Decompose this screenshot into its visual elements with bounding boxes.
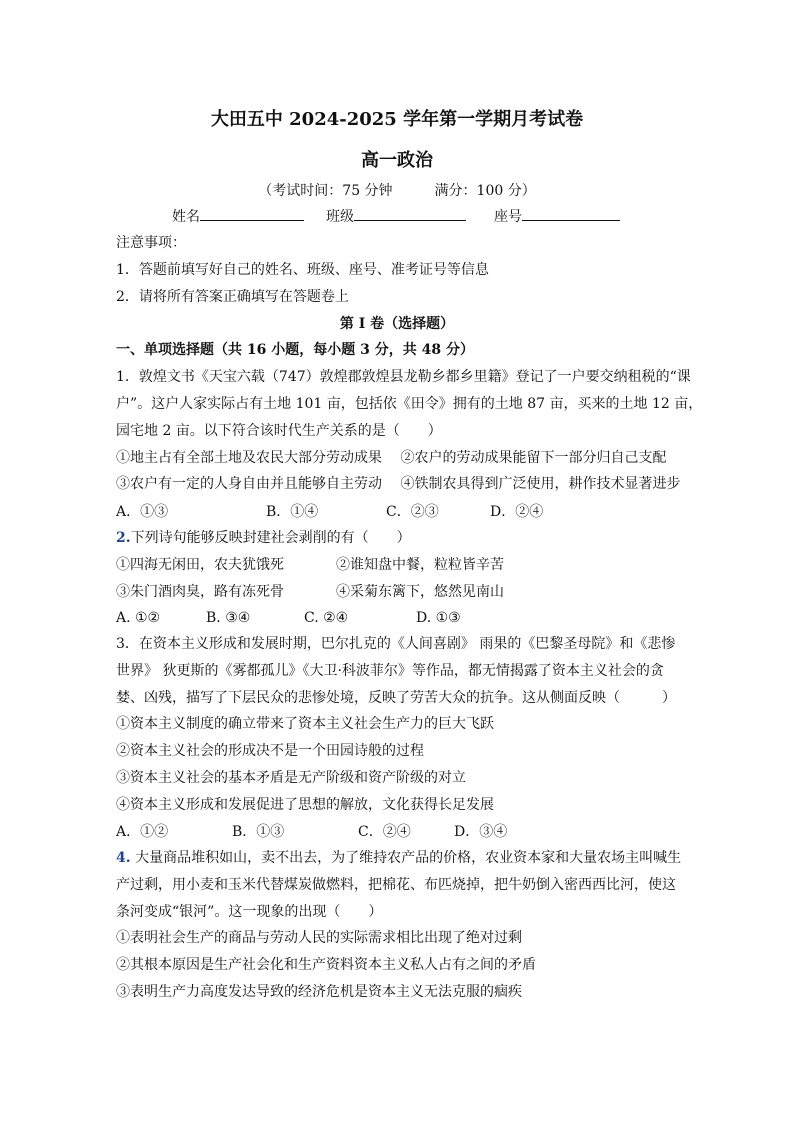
name-field bbox=[172, 206, 304, 226]
q1-statement: ①地主占有全部土地及农民大部分劳动成果 ②农户的劳动成果能留下一部分归自己支配 bbox=[116, 450, 667, 466]
q3-option-b[interactable]: B．①③ bbox=[232, 824, 285, 840]
notes-item: 2．请将所有答案正确填写在答题卷上 bbox=[116, 289, 349, 305]
q4-stem-line: 产过剩，用小麦和玉米代替煤炭做燃料，把棉花、布匹烧掉，把牛奶倒入密西西比河，使这 bbox=[116, 877, 676, 893]
q4-statement: ③表明生产力高度发达导致的经济危机是资本主义无法克服的痼疾 bbox=[116, 984, 522, 1000]
q4-stem-line: 条河变成“银河”。这一现象的出现（ ） bbox=[116, 904, 383, 920]
q2-stem-text: 下列诗句能够反映封建社会剥削的有（ ） bbox=[130, 530, 411, 546]
q1-option-d[interactable]: D．②④ bbox=[490, 504, 544, 520]
q3-option-c[interactable]: C．②④ bbox=[358, 824, 411, 840]
q3-stem-line: 世界》 狄更斯的《雾都孤儿》《大卫·科波菲尔》等作品，都无情揭露了资本主义社会的贪 bbox=[116, 663, 664, 679]
q1-option-c[interactable]: C．②③ bbox=[386, 504, 439, 520]
q1-statement: ③农户有一定的人身自由并且能够自主劳动 ④铁制农具得到广泛使用，耕作技术显著进步 bbox=[116, 476, 681, 492]
q3-statement: ④资本主义形成和发展促进了思想的解放，文化获得长足发展 bbox=[116, 797, 494, 813]
exam-meta: （考试时间：75 分钟 满分：100 分） bbox=[258, 183, 536, 199]
class-field bbox=[326, 206, 466, 226]
q3-statement: ②资本主义社会的形成决不是一个田园诗般的过程 bbox=[116, 743, 424, 759]
q2-statement: ①四海无闲田，农夫犹饿死 bbox=[116, 557, 284, 573]
q3-statement: ③资本主义社会的基本矛盾是无产阶级和资产阶级的对立 bbox=[116, 770, 466, 786]
q1-option-a[interactable]: A．①③ bbox=[116, 504, 169, 520]
q2-number: 2. bbox=[116, 530, 131, 546]
q3-option-a[interactable]: A．①② bbox=[116, 824, 169, 840]
name-label: 姓名 bbox=[172, 209, 200, 225]
exam-subject: 高一政治 bbox=[361, 150, 433, 171]
q3-stem-line: 婪、凶残，描写了下层民众的悲惨处境，反映了劳苦大众的抗争。这从侧面反映（ ） bbox=[116, 690, 676, 706]
q4-stem-text: 大量商品堆积如山，卖不出去，为了维持农产品的价格，农业资本家和大量农场主叫喊生 bbox=[130, 850, 682, 866]
notes-item: 1．答题前填写好自己的姓名、班级、座号、准考证号等信息 bbox=[116, 262, 489, 278]
seat-blank[interactable] bbox=[522, 206, 620, 221]
q4-stem-line bbox=[116, 848, 681, 868]
name-blank[interactable] bbox=[200, 206, 304, 221]
class-blank[interactable] bbox=[354, 206, 466, 221]
section-subtitle: 一、单项选择题（共 16 小题，每小题 3 分，共 48 分） bbox=[116, 342, 474, 358]
q2-option-a[interactable]: A. ①② bbox=[116, 610, 161, 626]
q2-statement: ②谁知盘中餐，粒粒皆辛苦 bbox=[336, 557, 504, 573]
notes-title: 注意事项： bbox=[116, 235, 186, 251]
class-label: 班级 bbox=[326, 209, 354, 225]
q2-statement: ④采菊东篱下，悠然见南山 bbox=[336, 584, 504, 600]
q4-statement: ①表明社会生产的商品与劳动人民的实际需求相比出现了绝对过剩 bbox=[116, 930, 522, 946]
q3-stem-line: 3．在资本主义形成和发展时期，巴尔扎克的《人间喜剧》 雨果的《巴黎圣母院》和《悲惨 bbox=[116, 636, 676, 652]
q1-stem-line: 园宅地 2 亩。以下符合该时代生产关系的是（ ） bbox=[116, 423, 442, 439]
seat-label: 座号 bbox=[494, 209, 522, 225]
q3-option-d[interactable]: D．③④ bbox=[454, 824, 508, 840]
q2-statement: ③朱门酒肉臭，路有冻死骨 bbox=[116, 584, 284, 600]
q2-option-d[interactable]: D. ①③ bbox=[416, 610, 461, 626]
q1-stem-line: 1．敦煌文书《天宝六载（747）敦煌郡敦煌县龙勒乡都乡里籍》登记了一户要交纳租税的“课 bbox=[116, 369, 691, 385]
q4-number: 4. bbox=[116, 850, 131, 866]
q3-statement: ①资本主义制度的确立带来了资本主义社会生产力的巨大飞跃 bbox=[116, 716, 494, 732]
seat-field bbox=[494, 206, 620, 226]
exam-title: 大田五中 2024-2025 学年第一学期月考试卷 bbox=[210, 109, 584, 130]
section-title: 第 I 卷（选择题） bbox=[339, 316, 455, 332]
q1-stem-line: 户”。这户人家实际占有土地 101 亩，包括依《田令》拥有的土地 87 亩，买来的土地 12 亩， bbox=[116, 396, 703, 412]
q2-stem bbox=[116, 528, 411, 548]
q1-option-b[interactable]: B．①④ bbox=[266, 504, 319, 520]
q2-option-b[interactable]: B. ③④ bbox=[206, 610, 251, 626]
q2-option-c[interactable]: C. ②④ bbox=[304, 610, 349, 626]
q4-statement: ②其根本原因是生产社会化和生产资料资本主义私人占有之间的矛盾 bbox=[116, 957, 536, 973]
